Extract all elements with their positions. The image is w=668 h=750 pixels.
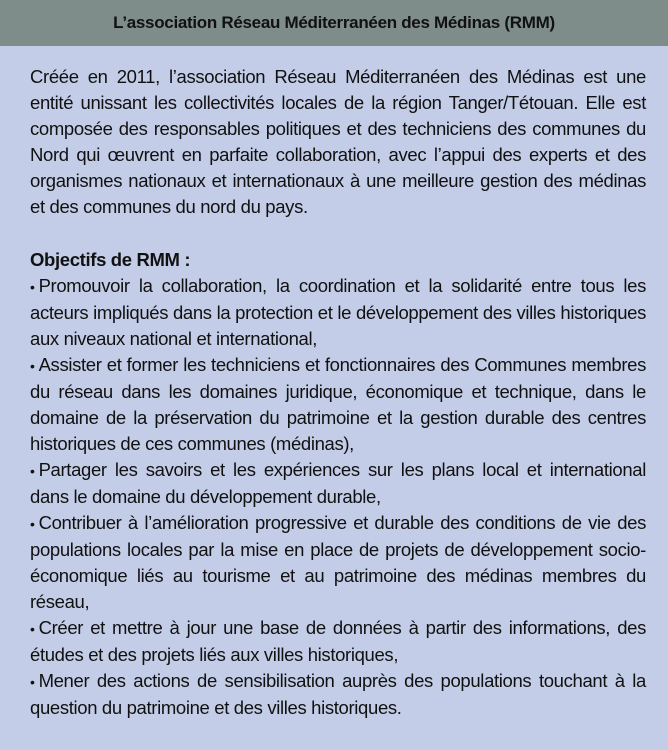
objective-text: Contribuer à l’amélioration progressive et durable des conditions de vie des populations locales par la mise en place de projets de développement socio-économique liés au tourisme et au patrimoine des médinas membres du réseau, [30,512,646,612]
objectives-heading: Objectifs de RMM : [30,249,191,270]
bullet-icon: • [30,516,35,532]
objectives-list [30,273,646,721]
objective-item [30,352,646,457]
bullet-icon: • [30,279,35,295]
objective-text: Promouvoir la collaboration, la coordination et la solidarité entre tous les acteurs impliqués dans la protection et le développement des villes historiques aux niveaux national et international, [30,275,646,349]
panel-title: L’association Réseau Méditerranéen des Médinas (RMM) [113,13,555,32]
bullet-icon: • [30,358,35,374]
objective-item [30,668,646,721]
objective-item [30,273,646,352]
bullet-icon: • [30,674,35,690]
panel-header [0,0,668,46]
panel-content [0,46,668,721]
objective-text: Assister et former les techniciens et fonctionnaires des Communes membres du réseau dans les domaines juridique, économique et technique, dans le domaine de la préservation du patrimoine et la gestion durable des centres historiques de ces communes (médinas), [30,354,646,454]
objective-text: Partager les savoirs et les expériences sur les plans local et international dans le domaine du développement durable, [30,459,646,507]
objective-item [30,615,646,668]
bullet-icon: • [30,621,35,637]
objective-text: Créer et mettre à jour une base de données à partir des informations, des études et des projets liés aux villes historiques, [30,617,646,665]
objective-text: Mener des actions de sensibilisation auprès des populations touchant à la question du patrimoine et des villes historiques. [30,670,646,718]
bullet-icon: • [30,463,35,479]
objective-item [30,457,646,510]
objective-item [30,510,646,615]
intro-paragraph: Créée en 2011, l’association Réseau Méditerranéen des Médinas est une entité unissant les collectivités locales de la région Tanger/Tétouan. Elle est composée des responsables politiques et des techniciens des communes du Nord qui œuvrent en parfaite collaboration, avec l’appui des experts et des organismes nationaux et internationaux à une meilleure gestion des médinas et des communes du nord du pays. [30,66,646,217]
